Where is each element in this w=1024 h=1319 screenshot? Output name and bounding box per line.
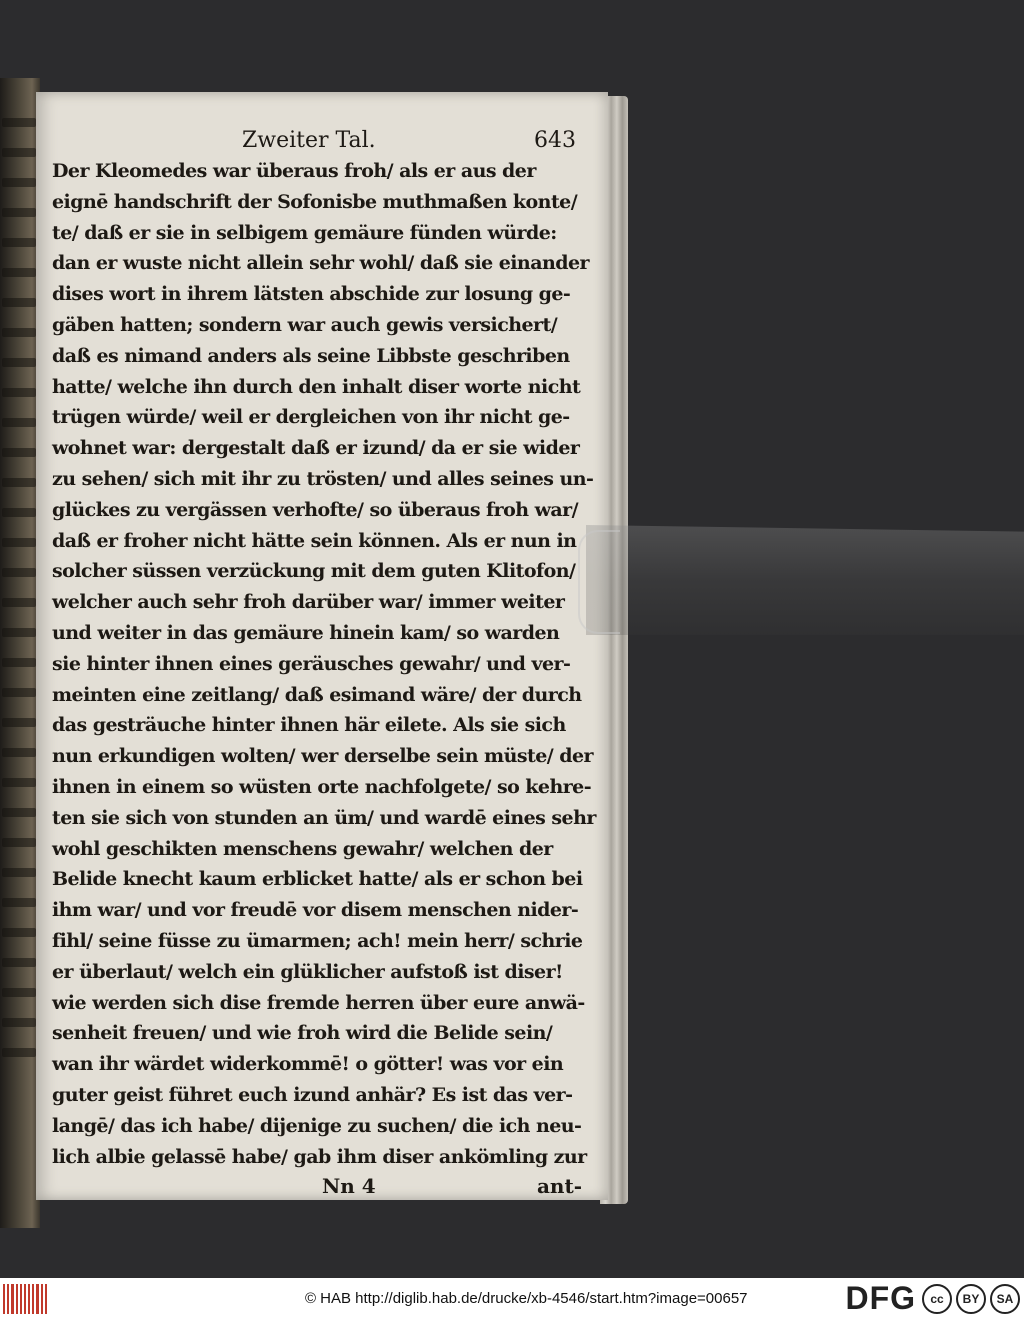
text-line: gäben hatten; sondern war auch gewis versichert/ <box>52 313 558 336</box>
sa-icon: SA <box>990 1284 1020 1314</box>
library-logo-icon <box>3 1284 47 1314</box>
page-text <box>52 128 596 1199</box>
text-line: wohl geschikten menschens gewahr/ welchen der <box>52 837 553 860</box>
text-line: fihl/ seine füsse zu ümarmen; ach! mein herr/ schrie <box>52 929 583 952</box>
cc-icon: cc <box>922 1284 952 1314</box>
text-line: glückes zu vergässen verhofte/ so überaus froh war/ <box>52 498 579 521</box>
text-line: ihm war/ und vor freudē vor disem menschen nider- <box>52 899 579 922</box>
text-line: das gesträuche hinter ihnen här eilete. Als sie sich <box>52 714 566 737</box>
running-head: Zweiter Tal. <box>242 128 376 153</box>
text-line: ihnen in einem so wüsten orte nachfolgete/ so kehre- <box>52 775 592 798</box>
text-line: daß es nimand anders als seine Libbste geschriben <box>52 344 570 367</box>
text-line: eignē handschrift der Sofonisbe muthmaßen konte/ <box>52 190 578 213</box>
text-line: wan ihr wärdet widerkommē! o götter! was vor ein <box>52 1053 564 1076</box>
text-line: solcher süssen verzückung mit dem guten Klitofon/ <box>52 560 576 583</box>
book-page <box>36 92 608 1200</box>
text-line: langē/ das ich habe/ dijenige zu suchen/ die ich neu- <box>52 1114 582 1137</box>
catchword: ant- <box>536 1174 582 1199</box>
text-line: wohnet war: dergestalt daß er izund/ da er sie wider <box>52 437 580 460</box>
text-line: und weiter in das gemäure hinein kam/ so warden <box>52 621 560 644</box>
text-line: zu sehen/ sich mit ihr zu trösten/ und alles seines un- <box>52 467 594 490</box>
text-line: welcher auch sehr froh darüber war/ immer weiter <box>52 591 565 614</box>
bookmark-strip <box>586 525 1024 635</box>
bookmark-tip <box>578 530 620 634</box>
dfg-logo: DFG <box>845 1280 916 1316</box>
text-line: daß er froher nicht hätte sein können. Als er nun in <box>52 529 577 552</box>
credit-bar <box>0 1278 1024 1319</box>
by-icon: BY <box>956 1284 986 1314</box>
text-line: ten sie sich von stunden an üm/ und wardē eines sehr <box>52 806 596 829</box>
credit-text: © HAB http://diglib.hab.de/drucke/xb-4546/start.htm?image=00657 <box>304 1290 748 1307</box>
text-line: guter geist führet euch izund anhär? Es ist das ver- <box>52 1083 573 1106</box>
text-line: senheit freuen/ und wie froh wird die Belide sein/ <box>52 1022 553 1045</box>
text-line: te/ daß er sie in selbigem gemäure fünden würde: <box>52 221 557 244</box>
text-line: Der Kleomedes war überaus froh/ als er aus der <box>52 160 536 182</box>
text-line: trügen würde/ weil er dergleichen von ihr nicht ge- <box>52 406 570 429</box>
text-line: lich albie gelassē habe/ gab ihm diser ankömling zur <box>52 1145 587 1168</box>
text-line: Belide knecht kaum erblicket hatte/ als er schon bei <box>52 868 583 891</box>
page-footer <box>52 1172 592 1198</box>
text-line: er überlaut/ welch ein glüklicher aufstoß ist diser! <box>52 960 563 983</box>
text-line: sie hinter ihnen eines geräusches gewahr/ und ver- <box>52 652 571 675</box>
facing-page-edge <box>0 78 40 1228</box>
text-line: dises wort in ihrem lätsten abschide zur losung ge- <box>52 283 571 306</box>
text-lines <box>52 156 596 1172</box>
text-line: wie werden sich dise fremde herren über eure anwä- <box>52 991 585 1014</box>
text-line: nun erkundigen wolten/ wer derselbe sein müste/ der <box>52 745 593 768</box>
license-badges <box>922 1284 1020 1314</box>
page-header <box>52 128 592 156</box>
text-line: meinten eine zeitlang/ daß esimand wäre/ der durch <box>52 683 582 706</box>
text-line: dan er wuste nicht allein sehr wohl/ daß sie einander <box>52 252 589 275</box>
page-number: 643 <box>534 128 576 153</box>
text-line: hatte/ welche ihn durch den inhalt diser worte nicht <box>52 375 581 398</box>
signature-mark: Nn 4 <box>322 1174 376 1199</box>
